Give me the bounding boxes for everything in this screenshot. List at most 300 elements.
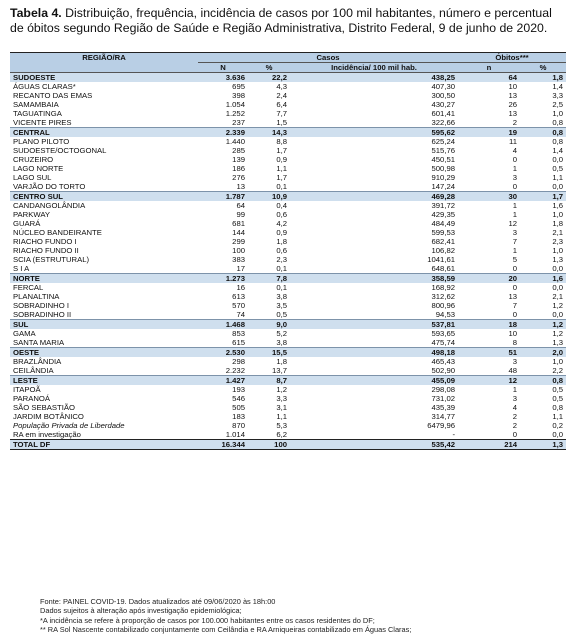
cell-obitos-n: 1 [512, 164, 518, 173]
table-row [10, 82, 566, 91]
cell-casos-pct: 1,7 [276, 146, 287, 155]
cell-region: SOBRADINHO II [13, 310, 72, 319]
cell-obitos-n: 2 [512, 118, 518, 127]
cell-region: RIACHO FUNDO II [13, 246, 79, 255]
cell-obitos-pct: 1,4 [552, 146, 564, 155]
cell-incidencia: 429,35 [431, 210, 456, 219]
cell-incidencia: 599,53 [431, 228, 456, 237]
cell-region: RA em investigação [13, 430, 81, 439]
cell-casos-n: 383 [232, 255, 245, 264]
cell-obitos-pct: 2,1 [552, 228, 564, 237]
cell-casos-n: 13 [236, 182, 245, 191]
cell-obitos-pct: 1,1 [552, 412, 564, 421]
cell-obitos-pct: 3,3 [552, 91, 564, 100]
table-row [10, 329, 566, 338]
cell-casos-pct: 0,5 [276, 310, 287, 319]
cell-obitos-n: 7 [512, 301, 518, 310]
table-row [10, 357, 566, 366]
table-subheader-row [10, 63, 566, 73]
footnote: Dados sujeitos à alteração após investigação epidemiológica; [40, 606, 242, 616]
cell-casos-pct: 1,5 [276, 118, 287, 127]
cell-obitos-n: 10 [508, 329, 518, 338]
table-row [10, 237, 566, 246]
cell-casos-n: 16.344 [198, 440, 248, 450]
cell-region: ÁGUAS CLARAS* [13, 82, 76, 91]
cell-obitos-pct: 0,0 [552, 264, 564, 273]
cell-incidencia: 94,53 [435, 310, 456, 319]
cell-casos-n: 17 [236, 264, 245, 273]
cell-casos-n: 1.440 [225, 137, 245, 146]
cell-obitos-pct: 1,2 [520, 320, 566, 330]
table-row [10, 146, 566, 155]
cell-obitos-n: 8 [512, 338, 518, 347]
cell-obitos-pct: 1,3 [552, 255, 564, 264]
cell-casos-n: 74 [236, 310, 245, 319]
cell-casos-n: 2.232 [225, 366, 245, 375]
cell-incidencia: 910,29 [431, 173, 456, 182]
cell-casos-pct: 0,6 [276, 210, 287, 219]
cell-incidencia: 498,18 [290, 348, 458, 358]
cell-obitos-n: 0 [512, 283, 518, 292]
cell-region: PARANOÁ [13, 394, 51, 403]
table-row [10, 137, 566, 146]
data-table [10, 52, 566, 450]
table-row [10, 246, 566, 255]
cell-incidencia: 168,92 [431, 283, 456, 292]
cell-region: PLANO PILOTO [13, 137, 70, 146]
cell-casos-n: 1.468 [198, 320, 248, 330]
cell-obitos-n: 3 [512, 228, 518, 237]
table-row [10, 255, 566, 264]
cell-casos-n: 1.273 [198, 274, 248, 284]
cell-obitos-pct: 0,8 [552, 403, 564, 412]
cell-obitos-pct: 1,4 [552, 82, 564, 91]
cell-incidencia: 502,90 [431, 366, 456, 375]
cell-obitos-n: 13 [508, 109, 518, 118]
cell-incidencia: 648,61 [431, 264, 456, 273]
cell-incidencia: 537,81 [290, 320, 458, 330]
caption-label: Tabela 4. [10, 6, 62, 20]
cell-casos-n: 681 [232, 219, 245, 228]
table-header-row [10, 53, 566, 63]
cell-obitos-n: 7 [512, 237, 518, 246]
cell-region: FERCAL [13, 283, 44, 292]
cell-obitos-pct: 2,3 [552, 237, 564, 246]
cell-region: SUL [10, 320, 198, 330]
cell-casos-n: 870 [232, 421, 245, 430]
table-body [10, 73, 566, 450]
cell-incidencia: 682,41 [431, 237, 456, 246]
cell-obitos-n: 1 [512, 246, 518, 255]
cell-region: TOTAL DF [10, 440, 198, 450]
table-row [10, 173, 566, 182]
cell-incidencia: 1041,61 [427, 255, 456, 264]
header-incidencia: Incidência/ 100 mil hab. [290, 63, 458, 73]
cell-casos-n: 1.427 [198, 376, 248, 386]
table-row [10, 412, 566, 421]
header-pct: % [248, 63, 290, 73]
cell-region: RIACHO FUNDO I [13, 237, 77, 246]
cell-obitos-pct: 1,7 [520, 192, 566, 202]
cell-casos-pct: 8,8 [276, 137, 287, 146]
cell-obitos-n: 1 [512, 210, 518, 219]
header-casos: Casos [198, 53, 458, 63]
cell-incidencia: 455,09 [290, 376, 458, 386]
region-row [10, 376, 566, 386]
cell-incidencia: 312,62 [431, 292, 456, 301]
caption-text: Distribuição, frequência, incidência de casos por 100 mil habitantes, número e percentual de óbitos segundo Região de Saúde e Região Administrativa, Distrito Federal, 9 de junho de 2020. [10, 6, 552, 35]
cell-obitos-pct: 0,8 [552, 118, 564, 127]
cell-obitos-pct: 0,5 [552, 164, 564, 173]
cell-obitos-n: 0 [512, 430, 518, 439]
cell-obitos-n: 13 [508, 91, 518, 100]
region-row [10, 128, 566, 138]
cell-obitos-n: 5 [512, 255, 518, 264]
cell-obitos-pct: 0,0 [552, 310, 564, 319]
cell-casos-pct: 14,3 [248, 128, 290, 138]
cell-obitos-n: 214 [458, 440, 520, 450]
cell-obitos-n: 4 [512, 146, 518, 155]
table-row [10, 283, 566, 292]
cell-casos-n: 237 [232, 118, 245, 127]
cell-obitos-pct: 0,8 [552, 137, 564, 146]
table-row [10, 430, 566, 440]
region-row [10, 348, 566, 358]
cell-casos-pct: 6,2 [276, 430, 287, 439]
header-n: N [198, 63, 248, 73]
table-row [10, 403, 566, 412]
cell-obitos-n: 10 [508, 82, 518, 91]
cell-incidencia: 595,62 [290, 128, 458, 138]
cell-region: PARKWAY [13, 210, 51, 219]
cell-casos-n: 183 [232, 412, 245, 421]
cell-casos-pct: 9,0 [248, 320, 290, 330]
table-row [10, 118, 566, 128]
cell-obitos-n: 3 [512, 357, 518, 366]
cell-casos-n: 1.014 [225, 430, 245, 439]
cell-casos-pct: 0,6 [276, 246, 287, 255]
cell-obitos-pct: 1,2 [552, 329, 564, 338]
cell-obitos-pct: 1,8 [520, 73, 566, 83]
cell-incidencia: 300,50 [431, 91, 456, 100]
table-row [10, 228, 566, 237]
cell-casos-n: 546 [232, 394, 245, 403]
cell-casos-pct: 0,1 [276, 182, 287, 191]
cell-incidencia: 475,74 [431, 338, 456, 347]
cell-casos-pct: 6,4 [276, 100, 287, 109]
cell-obitos-pct: 1,8 [552, 219, 564, 228]
cell-incidencia: 438,25 [290, 73, 458, 83]
cell-casos-pct: 3,5 [276, 301, 287, 310]
table-row [10, 385, 566, 394]
cell-obitos-pct: 1,6 [520, 274, 566, 284]
cell-casos-pct: 7,7 [276, 109, 287, 118]
footnote: *A incidência se refere à proporção de casos por 100.000 habitantes entre os casos residentes do DF; [40, 615, 375, 625]
cell-region: RECANTO DAS EMAS [13, 91, 93, 100]
cell-incidencia: 6479,96 [427, 421, 456, 430]
cell-obitos-n: 13 [508, 292, 518, 301]
footnote: Fonte: PAINEL COVID-19. Dados atualizados até 09/06/2020 às 18h:00 [40, 597, 276, 606]
cell-obitos-n: 11 [509, 137, 518, 146]
cell-casos-n: 2.530 [198, 348, 248, 358]
cell-obitos-pct: 1,1 [552, 173, 564, 182]
region-row [10, 73, 566, 83]
cell-region: SAMAMBAIA [13, 100, 59, 109]
cell-casos-n: 1.054 [225, 100, 245, 109]
cell-casos-pct: 15,5 [248, 348, 290, 358]
cell-incidencia: 435,39 [431, 403, 456, 412]
cell-casos-n: 193 [232, 385, 245, 394]
cell-casos-pct: 22,2 [248, 73, 290, 83]
table-row [10, 292, 566, 301]
cell-casos-n: 144 [232, 228, 245, 237]
cell-obitos-n: 3 [512, 394, 518, 403]
table-row [10, 109, 566, 118]
cell-casos-n: 186 [232, 164, 245, 173]
total-row [10, 440, 566, 450]
table-row [10, 338, 566, 348]
cell-obitos-pct: 2,2 [552, 366, 564, 375]
header-region: REGIÃO/RA [10, 53, 198, 63]
cell-region: LAGO NORTE [13, 164, 64, 173]
cell-incidencia: 731,02 [431, 394, 456, 403]
cell-casos-n: 613 [232, 292, 245, 301]
cell-incidencia: 465,43 [431, 357, 456, 366]
cell-incidencia: 314,77 [431, 412, 456, 421]
cell-casos-pct: 2,3 [276, 255, 287, 264]
cell-casos-n: 2.339 [198, 128, 248, 138]
cell-incidencia: 391,72 [431, 201, 456, 210]
cell-obitos-n: 4 [512, 403, 518, 412]
cell-region: PLANALTINA [13, 292, 60, 301]
cell-casos-pct: 0,4 [276, 201, 287, 210]
footnotes [40, 597, 560, 635]
cell-casos-pct: 3,1 [276, 403, 287, 412]
cell-obitos-pct: 0,5 [552, 385, 564, 394]
cell-obitos-n: 0 [512, 155, 518, 164]
cell-incidencia: 469,28 [290, 192, 458, 202]
table-row [10, 366, 566, 376]
cell-casos-n: 398 [232, 91, 245, 100]
cell-obitos-n: 0 [512, 264, 518, 273]
cell-casos-pct: 100 [248, 440, 290, 450]
cell-casos-pct: 5,2 [276, 329, 287, 338]
cell-obitos-pct: 1,0 [552, 246, 564, 255]
header-pct-obitos: % [520, 63, 566, 73]
cell-casos-n: 695 [232, 82, 245, 91]
cell-obitos-pct: 1,6 [552, 201, 564, 210]
cell-casos-n: 1.787 [198, 192, 248, 202]
region-row [10, 192, 566, 202]
cell-obitos-pct: 0,0 [552, 283, 564, 292]
cell-region: VARJÃO DO TORTO [13, 182, 86, 191]
cell-incidencia: 500,98 [431, 164, 456, 173]
cell-casos-n: 285 [232, 146, 245, 155]
cell-region: VICENTE PIRES [13, 118, 72, 127]
footnote: ** RA Sol Nascente contabilizado conjuntamente com Ceilândia e RA Arniqueiras contabilizado em Águas Claras; [40, 625, 412, 635]
cell-obitos-pct: 1,0 [552, 109, 564, 118]
table-row [10, 182, 566, 192]
cell-region: GUARÁ [13, 219, 41, 228]
cell-incidencia: 106,82 [431, 246, 456, 255]
cell-casos-pct: 5,3 [276, 421, 287, 430]
cell-obitos-n: 0 [512, 310, 518, 319]
table-caption [10, 6, 566, 35]
cell-incidencia: 593,65 [431, 329, 456, 338]
table-row [10, 310, 566, 320]
cell-casos-n: 853 [232, 329, 245, 338]
cell-region: População Privada de Liberdade [13, 421, 125, 430]
cell-casos-n: 299 [232, 237, 245, 246]
region-row [10, 274, 566, 284]
cell-incidencia: 322,66 [431, 118, 456, 127]
cell-obitos-n: 30 [458, 192, 520, 202]
cell-obitos-n: 64 [458, 73, 520, 83]
cell-region: OESTE [10, 348, 198, 358]
cell-obitos-n: 1 [512, 385, 518, 394]
cell-region: LAGO SUL [13, 173, 52, 182]
cell-incidencia: 800,96 [431, 301, 456, 310]
cell-casos-n: 3.636 [198, 73, 248, 83]
cell-obitos-n: 20 [458, 274, 520, 284]
cell-obitos-pct: 1,0 [552, 357, 564, 366]
cell-region: NORTE [10, 274, 198, 284]
cell-casos-n: 570 [232, 301, 245, 310]
cell-casos-pct: 3,8 [276, 338, 287, 347]
cell-obitos-pct: 2,1 [552, 292, 564, 301]
cell-obitos-pct: 0,0 [552, 155, 564, 164]
cell-casos-pct: 3,3 [276, 394, 287, 403]
cell-region: CENTRO SUL [10, 192, 198, 202]
cell-obitos-n: 0 [512, 182, 518, 191]
cell-casos-n: 615 [232, 338, 245, 347]
header-obitos: Óbitos*** [458, 53, 566, 63]
cell-obitos-pct: 0,2 [552, 421, 564, 430]
cell-region: SANTA MARIA [13, 338, 65, 347]
cell-obitos-pct: 1,0 [552, 210, 564, 219]
cell-region: SUDOESTE [10, 73, 198, 83]
cell-obitos-pct: 1,3 [520, 440, 566, 450]
cell-incidencia: 515,76 [431, 146, 456, 155]
cell-region: CEILÂNDIA [13, 366, 54, 375]
cell-incidencia: 407,30 [431, 82, 456, 91]
cell-casos-pct: 8,7 [248, 376, 290, 386]
cell-casos-pct: 13,7 [272, 366, 287, 375]
cell-region: JARDIM BOTÂNICO [13, 412, 84, 421]
cell-casos-pct: 4,2 [276, 219, 287, 228]
cell-obitos-n: 12 [458, 376, 520, 386]
cell-region: GAMA [13, 329, 36, 338]
cell-obitos-n: 12 [508, 219, 518, 228]
table-row [10, 91, 566, 100]
cell-incidencia: - [452, 430, 456, 439]
cell-incidencia: 625,24 [431, 137, 456, 146]
cell-casos-pct: 1,8 [276, 237, 287, 246]
cell-casos-n: 16 [236, 283, 245, 292]
cell-incidencia: 430,27 [431, 100, 456, 109]
cell-casos-pct: 0,9 [276, 228, 287, 237]
table-row [10, 210, 566, 219]
cell-region: SUDOESTE/OCTOGONAL [13, 146, 107, 155]
cell-region: S I A [13, 264, 30, 273]
cell-casos-pct: 0,1 [276, 283, 287, 292]
cell-region: SÃO SEBASTIÃO [13, 403, 75, 412]
cell-casos-n: 505 [232, 403, 245, 412]
cell-region: CENTRAL [10, 128, 198, 138]
cell-obitos-pct: 0,8 [520, 128, 566, 138]
cell-incidencia: 601,41 [431, 109, 456, 118]
table-row [10, 164, 566, 173]
cell-obitos-pct: 0,0 [552, 182, 564, 191]
cell-casos-pct: 3,8 [276, 292, 287, 301]
table-row [10, 301, 566, 310]
cell-region: CANDANGOLÂNDIA [13, 201, 86, 210]
cell-incidencia: 147,24 [431, 182, 456, 191]
region-row [10, 320, 566, 330]
cell-incidencia: 358,59 [290, 274, 458, 284]
cell-region: NÚCLEO BANDEIRANTE [13, 228, 102, 237]
table-row [10, 264, 566, 274]
cell-obitos-n: 26 [508, 100, 518, 109]
cell-region: SOBRADINHO I [13, 301, 69, 310]
cell-region: ITAPOÃ [13, 385, 41, 394]
cell-obitos-pct: 0,5 [552, 394, 564, 403]
cell-casos-pct: 4,3 [276, 82, 287, 91]
cell-casos-n: 99 [236, 210, 245, 219]
cell-casos-n: 298 [232, 357, 245, 366]
cell-obitos-pct: 2,0 [520, 348, 566, 358]
cell-obitos-n: 51 [458, 348, 520, 358]
cell-region: CRUZEIRO [13, 155, 54, 164]
cell-region: LESTE [10, 376, 198, 386]
cell-casos-pct: 7,8 [248, 274, 290, 284]
cell-obitos-pct: 2,5 [552, 100, 564, 109]
cell-incidencia: 450,51 [431, 155, 456, 164]
cell-obitos-pct: 1,3 [552, 338, 564, 347]
cell-obitos-n: 2 [512, 421, 518, 430]
cell-casos-pct: 0,9 [276, 155, 287, 164]
cell-obitos-n: 18 [458, 320, 520, 330]
cell-casos-pct: 1,8 [276, 357, 287, 366]
cell-casos-pct: 1,7 [276, 173, 287, 182]
cell-incidencia: 535,42 [290, 440, 458, 450]
table-row [10, 219, 566, 228]
cell-region: SCIA (ESTRUTURAL) [13, 255, 90, 264]
table-row [10, 100, 566, 109]
cell-casos-pct: 2,4 [276, 91, 287, 100]
cell-obitos-n: 19 [458, 128, 520, 138]
cell-obitos-pct: 0,0 [552, 430, 564, 439]
cell-casos-pct: 1,2 [276, 385, 287, 394]
cell-casos-pct: 1,1 [276, 412, 287, 421]
header-n-obitos: n [458, 63, 520, 73]
cell-casos-n: 64 [236, 201, 245, 210]
cell-casos-n: 100 [232, 246, 245, 255]
cell-obitos-pct: 1,2 [552, 301, 564, 310]
cell-incidencia: 484,49 [431, 219, 456, 228]
table-row [10, 394, 566, 403]
table-row [10, 155, 566, 164]
cell-incidencia: 298,08 [431, 385, 456, 394]
cell-obitos-pct: 0,8 [520, 376, 566, 386]
cell-region: TAGUATINGA [13, 109, 62, 118]
cell-casos-n: 1.252 [225, 109, 245, 118]
cell-casos-pct: 10,9 [248, 192, 290, 202]
cell-obitos-n: 48 [508, 366, 518, 375]
cell-region: BRAZLÂNDIA [13, 357, 62, 366]
cell-obitos-n: 1 [512, 201, 518, 210]
cell-casos-pct: 0,1 [276, 264, 287, 273]
